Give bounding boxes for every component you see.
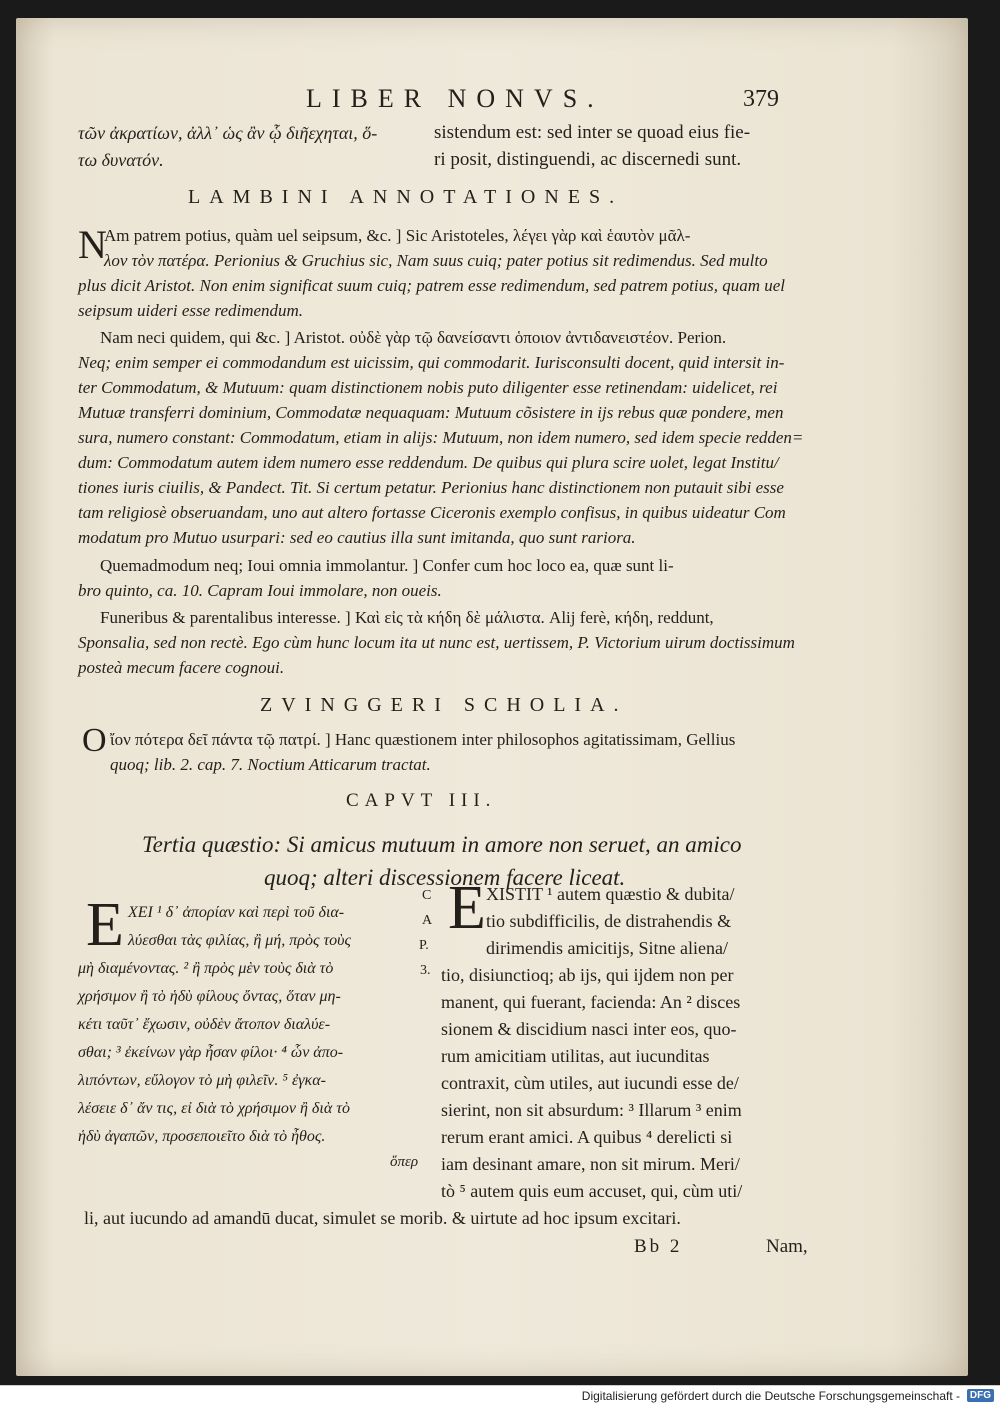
chapter-subtitle: Tertia quæstio: Si amicus mutuum in amore non seruet, an amico	[142, 832, 742, 857]
scholia-line: ἴον πότερα δεῖ πάντα τῷ πατρί. ] Hanc quæstionem inter philosophos agitatissimam, Gellius	[110, 730, 736, 749]
latin-line: sierint, non sit absurdum: ³ Illarum ³ enim	[441, 1100, 742, 1120]
side-label: A	[422, 913, 433, 928]
latin-line: tò ⁵ autem quis eum accuset, qui, cùm uti/	[441, 1181, 743, 1201]
latin-line: contraxit, cùm utiles, aut iucundi esse de/	[441, 1073, 739, 1093]
latin-line: dirimendis amicitijs, Sitne aliena/	[486, 938, 728, 958]
side-label: P.	[419, 938, 429, 953]
dfg-logo: DFG	[967, 1389, 994, 1402]
lambini-heading: LAMBINI ANNOTATIONES.	[188, 186, 624, 208]
signature-mark: Bb 2	[634, 1236, 683, 1257]
latin-line: rum amicitiam utilitas, aut iucunditas	[441, 1046, 710, 1066]
greek-line: ἡδὺ ἀγαπῶν, προσεποιεῖτο διὰ τὸ ἦθος.	[78, 1128, 326, 1145]
greek-line: λύεσθαι τὰς φιλίας, ἢ μή, πρὸς τοὺς	[128, 932, 352, 949]
latin-line: iam desinant amare, non sit mirum. Meri/	[441, 1154, 740, 1174]
page-number: 379	[743, 86, 779, 112]
greek-line: λέσειε δ᾽ ἄν τις, εἰ διὰ τὸ χρήσιμον ἢ διὰ τὸ	[78, 1100, 350, 1117]
greek-line: μὴ διαμένοντας. ² ἢ πρὸς μὲν τοὺς διὰ τὸ	[78, 960, 334, 977]
running-title: LIBER NONVS.	[306, 84, 604, 113]
annotation-line: seipsum uideri esse redimendum.	[78, 301, 304, 320]
bottom-line: li, aut iucundo ad amandū ducat, simulet se morib. & uirtute ad hoc ipsum excitari.	[84, 1208, 681, 1228]
chapter-heading: CAPVT III.	[346, 790, 497, 811]
annotation-line: tam religiosè obseruandam, uno aut altero fortasse Ciceronis exemplo confisus, in quibus uideatur Com	[78, 503, 786, 522]
annotation-line: posteà mecum facere cognoui.	[78, 658, 285, 677]
top-greek-line: τῶν ἀκρατίων, ἀλλ᾽ ὡς ἂν ᾧ διῆεχηται, ὅ-	[78, 123, 378, 143]
annotation-line: plus dicit Aristot. Non enim significat suum cuiq; patrem esse redimendum, sed patrem potius, quam uel	[78, 276, 786, 295]
greek-line: ΧΕΙ ¹ δ᾽ ἀπορίαν καὶ περὶ τοῦ δια-	[128, 904, 345, 921]
latin-line: rerum erant amici. A quibus ⁴ derelicti si	[441, 1127, 733, 1147]
top-latin-line: sistendum est: sed inter se quoad eius fie-	[434, 122, 751, 143]
annotation-line: sura, numero constant: Commodatum, etiam in alijs: Mutuum, non idem numero, sed idem specie redden=	[78, 428, 804, 447]
scholia-line: quoq; lib. 2. cap. 7. Noctium Atticarum tractat.	[110, 755, 431, 774]
latin-line: tio, disiunctioq; ab ijs, qui ijdem non per	[441, 965, 734, 985]
catchword: Nam,	[766, 1236, 808, 1257]
latin-line: sionem & discidium nasci inter eos, quo-	[441, 1019, 737, 1039]
greek-line: λιπόντων, εὔλογον τὸ μὴ φιλεῖν. ⁵ ἐγκα-	[78, 1072, 326, 1089]
annotation-line: Neq; enim semper ei commodandum est uicissim, qui commodarit. Iurisconsulti docent, quid intersit in-	[78, 353, 785, 372]
annotation-line: bro quinto, ca. 10. Capram Ioui immolare, non oueis.	[78, 581, 442, 600]
annotation-line: Funeribus & parentalibus interesse. ] Καὶ εἰς τὰ κήδη δὲ μάλιστα. Alij ferè, κήδη, reddunt,	[100, 608, 714, 627]
annotation-line: tiones iuris ciuilis, & Pandect. Tit. Si certum petatur. Perionius hanc distinctionem non putauit sibi esse	[78, 478, 784, 497]
greek-line: κέτι ταῦτ᾽ ἔχωσιν, οὐδὲν ἄτοπον διαλύε-	[78, 1016, 331, 1033]
zvinggeri-heading: ZVINGGERI SCHOLIA.	[260, 694, 628, 716]
top-latin-line: ri posit, distinguendi, ac discernedi sunt.	[434, 149, 742, 170]
greek-catchword: ὅπερ	[390, 1154, 419, 1170]
zvinggeri-initial: O	[82, 722, 107, 759]
greek-line: σθαι; ³ ἐκείνων γὰρ ἦσαν φίλοι· ⁴ ὧν ἀπο-	[78, 1044, 344, 1061]
annotation-line: Nam neci quidem, qui &c. ] Aristot. οὐδὲ γὰρ τῷ δανείσαντι ὁποιον ἀντιδανειστέον. Perion.	[100, 328, 727, 347]
annotation-line: Am patrem potius, quàm uel seipsum, &c. ] Sic Aristoteles, λέγει γὰρ καὶ ἑαυτὸν μᾶλ-	[104, 226, 691, 245]
side-label: 3.	[420, 963, 431, 978]
latin-line: tio subdifficilis, de distrahendis &	[486, 911, 732, 931]
annotation-line: Sponsalia, sed non rectè. Ego cùm hunc locum ita ut nunc est, uertissem, P. Victorium uirum doctissimum	[78, 633, 795, 652]
annotation-line: Quemadmodum neq; Ioui omnia immolantur. ] Confer cum hoc loco ea, quæ sunt li-	[100, 556, 674, 575]
chapter-subtitle: quoq; alteri discessionem facere liceat.	[264, 865, 626, 890]
top-greek-line: τω δυνατόν.	[78, 150, 164, 170]
annotation-line: λον τὸν πατέρα. Perionius & Gruchius sic, Nam suus cuiq; pater potius sit redimendus. Sed multo	[104, 251, 768, 270]
side-label: C	[422, 888, 432, 903]
annotation-line: modatum pro Mutuo usurpari: sed eo cautius illa sunt imitanda, quo sunt rariora.	[78, 528, 636, 547]
greek-initial: E	[86, 891, 124, 959]
funding-note: Digitalisierung gefördert durch die Deutsche Forschungsgemeinschaft -	[581, 1389, 960, 1403]
annotation-line: Mutuæ transferri dominium, Commodatæ nequaquam: Mutuum cõsistere in ijs rebus quæ pondere, men	[78, 403, 784, 422]
lambini-initial: N	[78, 222, 107, 267]
annotation-line: dum: Commodatum autem idem numero esse reddendum. De quibus qui plura scire uolet, legat Institu/	[78, 453, 779, 472]
greek-line: χρήσιμον ἢ τὸ ἡδὺ φίλους ὄντας, ὅταν μη-	[78, 988, 341, 1005]
latin-line: manent, qui fuerant, facienda: An ² disces	[441, 992, 741, 1012]
annotation-line: ter Commodatum, & Mutuum: quam distinctionem nobis puto diligenter esse retinendam: uidelicet, rei	[78, 378, 778, 397]
footer-bar	[0, 1385, 1000, 1408]
book-page	[16, 18, 968, 1376]
latin-line: XISTIT ¹ autem quæstio & dubita/	[486, 884, 735, 904]
latin-initial: E	[448, 874, 486, 942]
